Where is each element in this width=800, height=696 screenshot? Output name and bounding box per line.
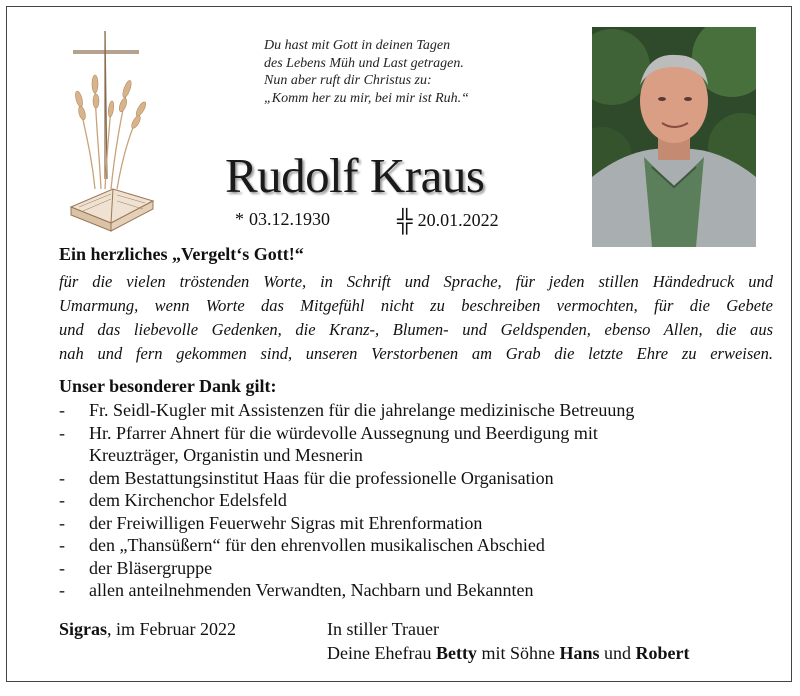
poem-line: „Komm her zu mir, bei mir ist Ruh.“ bbox=[264, 90, 469, 106]
thanks-paragraph bbox=[59, 270, 773, 366]
list-dash: - bbox=[59, 535, 65, 555]
thanks-line: und das liebevolle Gedenken, die Kranz-, Blumen- und Geldspenden, ebenso Allen, die aus bbox=[59, 320, 773, 339]
deceased-portrait-photo bbox=[592, 27, 756, 247]
list-item-text: Fr. Seidl-Kugler mit Assistenzen für die jahrelange medizinische Betreuung bbox=[89, 400, 635, 420]
list-dash: - bbox=[59, 512, 65, 533]
list-item-text: dem Kirchenchor Edelsfeld bbox=[89, 490, 287, 510]
poem-line: Du hast mit Gott in deinen Tagen bbox=[264, 38, 451, 53]
list-dash: - bbox=[59, 557, 65, 578]
date-text: , im Februar 2022 bbox=[107, 619, 236, 639]
birth-date-value: 03.12.1930 bbox=[249, 209, 330, 229]
obituary-notice bbox=[6, 6, 792, 682]
list-item bbox=[59, 534, 779, 557]
mourning-phrase: In stiller Trauer bbox=[327, 619, 439, 639]
list-dash: - bbox=[59, 467, 65, 488]
memorial-poem bbox=[264, 37, 554, 107]
list-item bbox=[59, 399, 779, 422]
list-item bbox=[59, 579, 779, 602]
death-date-value: 20.01.2022 bbox=[417, 210, 499, 230]
list-item bbox=[59, 467, 779, 490]
birth-date bbox=[235, 207, 330, 231]
list-item-text: den „Thansüßern“ für den ehrenvollen musikalischen Abschied bbox=[89, 535, 545, 555]
signature-line bbox=[327, 641, 689, 665]
deceased-name: Rudolf Kraus bbox=[225, 148, 485, 203]
acknowledgement-list bbox=[59, 399, 779, 602]
list-dash: - bbox=[59, 422, 65, 443]
birth-star-icon: * bbox=[235, 209, 244, 229]
thanks-heading: Ein herzliches „Vergelt‘s Gott!“ bbox=[59, 244, 304, 264]
signature-middle: mit Söhne bbox=[476, 643, 560, 663]
place-and-date bbox=[59, 617, 236, 641]
cross-wheat-book-emblem bbox=[65, 29, 165, 241]
list-item-text: dem Bestattungsinstitut Haas für die professionelle Organisation bbox=[89, 467, 554, 488]
list-item-text: Hr. Pfarrer Ahnert für die würdevolle Aussegnung und Beerdigung mit bbox=[89, 422, 598, 443]
son-name: Robert bbox=[635, 643, 690, 663]
thanks-line: nah und fern gekommen sind, unseren Verstorbenen am Grab die letzte Ehre zu erweisen. bbox=[59, 344, 773, 363]
signature-prefix: Deine Ehefrau bbox=[327, 643, 436, 663]
list-dash: - bbox=[59, 490, 65, 510]
list-item bbox=[59, 512, 779, 535]
death-date bbox=[397, 207, 499, 232]
list-item-text-continued: Kreuzträger, Organistin und Mesnerin bbox=[89, 445, 363, 465]
list-item-text: der Freiwilligen Feuerwehr Sigras mit Ehrenformation bbox=[89, 512, 483, 533]
list-item bbox=[59, 422, 779, 467]
son-name: Hans bbox=[559, 643, 600, 663]
thanks-line: Umarmung, wenn Worte das Mitgefühl nicht zu beschreiben vermochten, für die Gebete bbox=[59, 296, 773, 315]
mourners-signature bbox=[327, 617, 689, 665]
list-item bbox=[59, 557, 779, 580]
special-thanks-heading: Unser besonderer Dank gilt: bbox=[59, 376, 277, 396]
list-item-text: der Bläsergruppe bbox=[89, 557, 213, 578]
list-dash: - bbox=[59, 580, 65, 600]
list-item-text: allen anteilnehmenden Verwandten, Nachbarn und Bekannten bbox=[89, 580, 534, 600]
poem-line: Nun aber ruft dir Christus zu: bbox=[264, 73, 432, 88]
thanks-line: für die vielen tröstenden Worte, in Schrift und Sprache, für jeden stillen Händedruck und bbox=[59, 272, 773, 291]
death-cross-icon: ╬ bbox=[397, 208, 413, 233]
wife-name: Betty bbox=[435, 643, 477, 663]
place-name: Sigras bbox=[59, 619, 108, 639]
list-dash: - bbox=[59, 400, 65, 420]
list-item bbox=[59, 489, 779, 512]
poem-line: des Lebens Müh und Last getragen. bbox=[264, 55, 464, 71]
signature-conjunction: und bbox=[599, 643, 636, 663]
